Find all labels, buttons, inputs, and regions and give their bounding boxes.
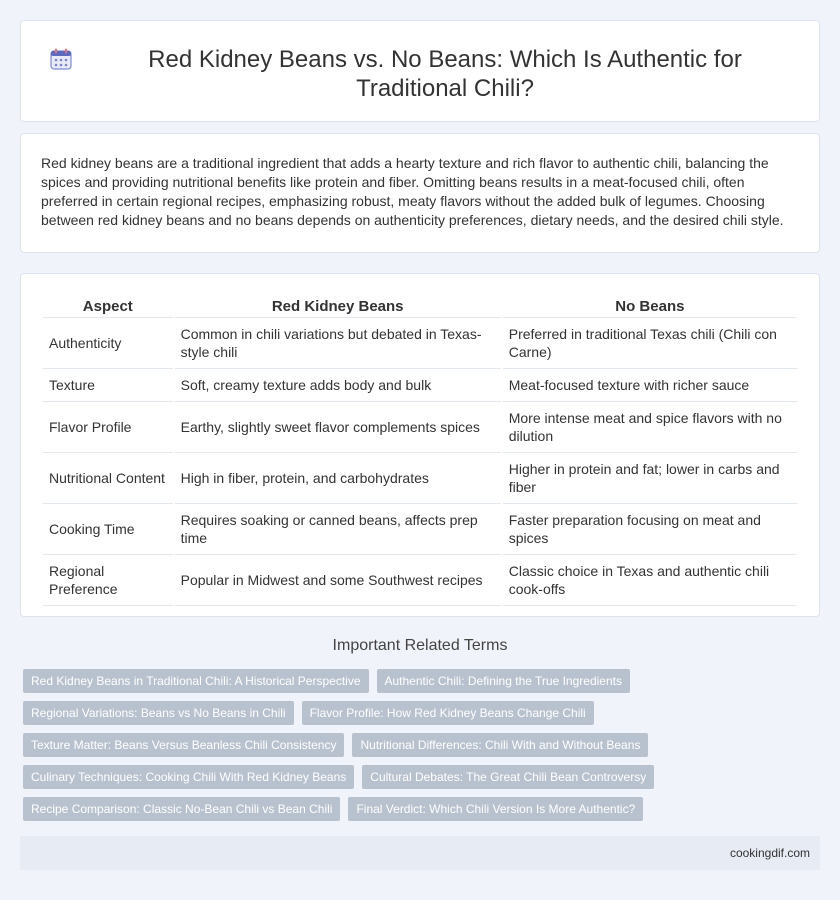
intro-paragraph: Red kidney beans are a traditional ingredient that adds a hearty texture and rich flavor to authentic chili, balancing the spices and providing nutritional benefits like protein and fiber. Omitting beans results in a meat-focused chili, often preferred in certain regional recipes, emphasizing robust, meaty flavors without the added bulk of legumes. Choosing between red kidney beans and no beans depends on authenticity preferences, dietary needs, and the desired chili style. (41, 155, 784, 228)
related-term-tag[interactable]: Flavor Profile: How Red Kidney Beans Change Chili (302, 701, 594, 725)
table-row (43, 504, 797, 555)
related-term-tag[interactable]: Final Verdict: Which Chili Version Is More Authentic? (348, 797, 643, 821)
cell-no-beans: Meat-focused texture with richer sauce (503, 369, 797, 402)
related-term-tag[interactable]: Nutritional Differences: Chili With and Without Beans (352, 733, 648, 757)
related-term-tag[interactable]: Texture Matter: Beans Versus Beanless Chili Consistency (23, 733, 344, 757)
cell-red-kidney-beans: Earthy, slightly sweet flavor complements spices (175, 402, 501, 453)
page-title: Red Kidney Beans vs. No Beans: Which Is Authentic for Traditional Chili? (148, 46, 742, 102)
cell-no-beans: Preferred in traditional Texas chili (Chili con Carne) (503, 318, 797, 369)
table-row (43, 402, 797, 453)
related-term-tag[interactable]: Culinary Techniques: Cooking Chili With Red Kidney Beans (23, 765, 354, 789)
cell-red-kidney-beans: Popular in Midwest and some Southwest recipes (175, 555, 501, 606)
related-term-tag[interactable]: Authentic Chili: Defining the True Ingredients (377, 669, 630, 693)
table-header-row (43, 296, 797, 318)
title-card (20, 20, 820, 122)
cell-aspect: Cooking Time (43, 504, 173, 555)
related-terms-heading: Important Related Terms (332, 637, 508, 654)
header-aspect: Aspect (43, 296, 173, 318)
cell-no-beans: Classic choice in Texas and authentic chili cook-offs (503, 555, 797, 606)
cell-no-beans: More intense meat and spice flavors with no dilution (503, 402, 797, 453)
header-red-kidney-beans: Red Kidney Beans (175, 296, 501, 318)
table-row (43, 453, 797, 504)
related-term-tag[interactable]: Red Kidney Beans in Traditional Chili: A Historical Perspective (23, 669, 369, 693)
footer (20, 836, 820, 870)
cell-red-kidney-beans: High in fiber, protein, and carbohydrates (175, 453, 501, 504)
cell-aspect: Flavor Profile (43, 402, 173, 453)
comparison-table (41, 296, 799, 606)
intro-card (20, 133, 820, 253)
cell-aspect: Texture (43, 369, 173, 402)
related-term-tag[interactable]: Regional Variations: Beans vs No Beans in Chili (23, 701, 294, 725)
cell-no-beans: Faster preparation focusing on meat and spices (503, 504, 797, 555)
cell-aspect: Authenticity (43, 318, 173, 369)
cell-no-beans: Higher in protein and fat; lower in carbs and fiber (503, 453, 797, 504)
table-row (43, 318, 797, 369)
table-row (43, 369, 797, 402)
comparison-card (20, 273, 820, 617)
cell-red-kidney-beans: Soft, creamy texture adds body and bulk (175, 369, 501, 402)
table-row (43, 555, 797, 606)
cell-aspect: Nutritional Content (43, 453, 173, 504)
footer-site-link[interactable]: cookingdif.com (729, 846, 810, 860)
cell-red-kidney-beans: Requires soaking or canned beans, affects prep time (175, 504, 501, 555)
cell-red-kidney-beans: Common in chili variations but debated in Texas-style chili (175, 318, 501, 369)
related-term-tag[interactable]: Recipe Comparison: Classic No-Bean Chili vs Bean Chili (23, 797, 340, 821)
related-term-tag[interactable]: Cultural Debates: The Great Chili Bean Controversy (362, 765, 654, 789)
header-no-beans: No Beans (503, 296, 797, 318)
related-terms-list (23, 669, 663, 821)
cell-aspect: Regional Preference (43, 555, 173, 606)
